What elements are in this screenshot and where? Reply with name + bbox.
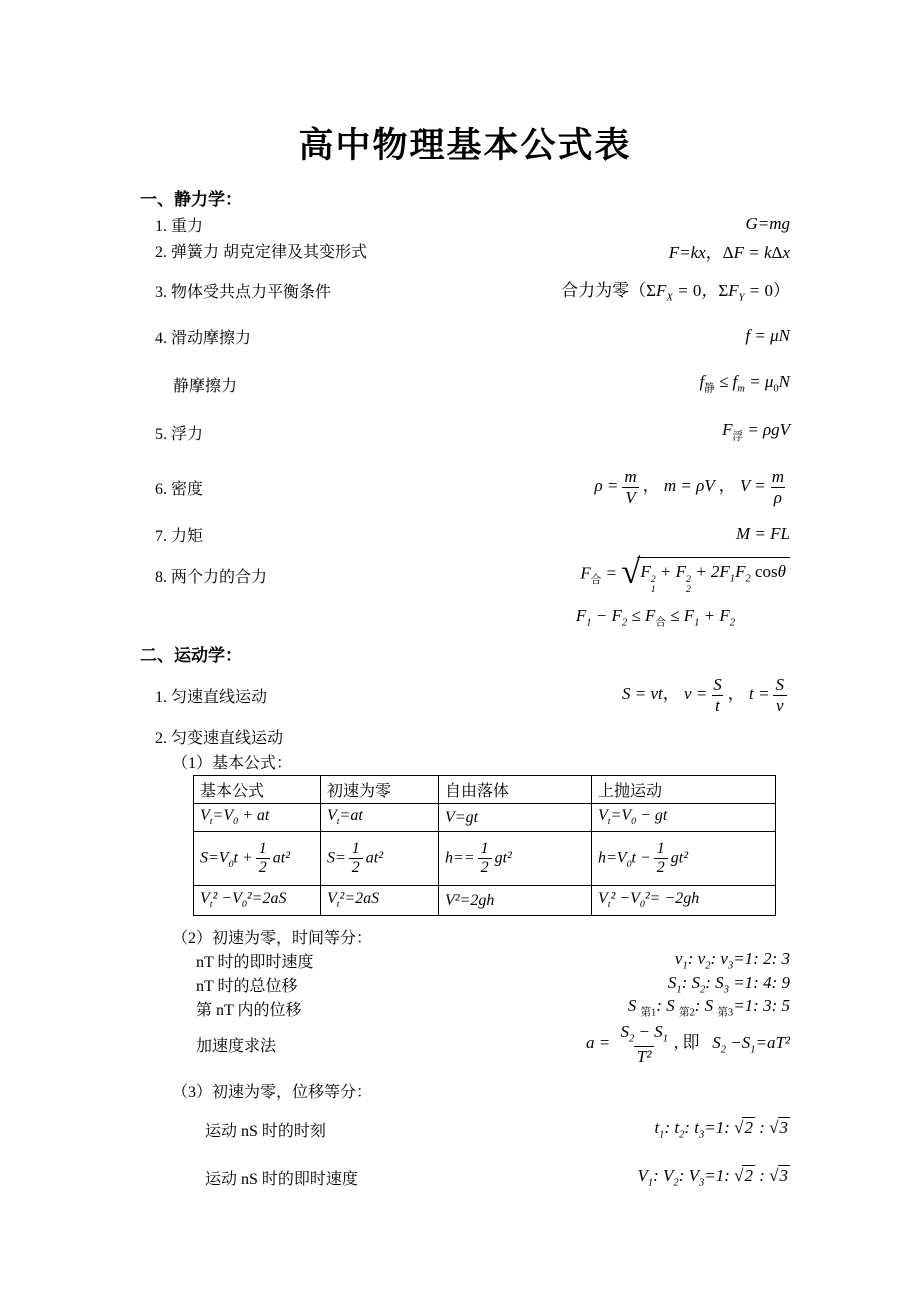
row-label: 4. 滑动摩擦力 [155, 329, 252, 347]
row-resultant-range [140, 605, 790, 631]
row-formula: $V_1$: $V_2$: $V_3=1$: √2 : √3 [637, 1165, 788, 1189]
row-ns-velocity [140, 1160, 790, 1194]
row-acceleration-method [140, 1022, 790, 1066]
row-formula: a = $\frac{S_2 - S_1}{\text{T²}}$ , 即 $S_2 -S_1=aT^2$ [585, 1022, 790, 1066]
row-label: nT 时的总位移 [196, 977, 298, 995]
row-dist-section-label [140, 1078, 790, 1102]
table-cell: $V_t=at$ [321, 804, 439, 832]
table-header-cell: 基本公式 [194, 776, 321, 804]
row-formula: $F_合$ = √ F 2 1 + F 2 2 + $2F_1F_2$ cosθ [580, 554, 790, 595]
row-label: （2）初速为零，时间等分： [172, 929, 373, 947]
row-time-section-label [140, 924, 790, 948]
row-label: 3. 物体受共点力平衡条件 [155, 283, 332, 301]
row-formula: S = vt， v = $\frac{S}{t}$ ， t = $\frac{S}{v}$ [622, 675, 790, 715]
table-row [194, 804, 776, 832]
row-formula: S $_{第1}$: S $_{第2}$: S $_{第3}$=1: 3: 5 [627, 996, 790, 1019]
row-formula: f = μN [745, 326, 790, 345]
row-equilibrium [140, 275, 790, 305]
row-formula: ρ = $\frac{m}{V}$ ， m = ρV ， V = $\frac{m}{\rho}$ [594, 466, 784, 507]
row-formula: $F_1 - F_2 \le F_合 \le F_1 + F_2$ [575, 606, 735, 629]
row-label: 1. 重力 [155, 217, 204, 235]
table-header-cell: 上抛运动 [592, 776, 776, 804]
table-cell: $S=V_0t$ + $\frac{1}{2}$ at² [194, 832, 321, 886]
row-formula: $f_静 \le f_m = \mu_0N$ [699, 372, 790, 395]
row-label: 2. 弹簧力 胡克定律及其变形式 [155, 243, 368, 261]
row-torque [140, 521, 790, 547]
row-instant-velocity [140, 948, 790, 972]
row-formula: $t_1$: $t_2$: $t_3=1$: √2 : √3 [654, 1117, 788, 1141]
row-label: （1）基本公式： [172, 754, 293, 772]
row-formula: $S_1$: $S_2$: $S_3 =1$: 4: 9 [667, 972, 790, 996]
table-cell: $V_t=V_0$ − gt [592, 804, 776, 832]
row-formula: F=kx，ΔF = kΔx [668, 242, 790, 262]
table-row [194, 832, 776, 886]
row-label: 6. 密度 [155, 480, 204, 498]
row-formula: M = FL [736, 524, 790, 543]
kinematics-table [193, 775, 776, 916]
row-formula: 合力为零（$\Sigma F_X = 0$，$\Sigma F_Y = 0$） [561, 281, 790, 304]
table-cell: S= $\frac{1}{2}$ at² [321, 832, 439, 886]
row-formula: G=mg [745, 214, 790, 233]
row-label: 运动 nS 时的时刻 [205, 1122, 326, 1140]
table-cell: $V_t=V_0$ + at [194, 804, 321, 832]
row-label: 静摩擦力 [173, 377, 238, 395]
row-buoyancy [140, 417, 790, 447]
row-formula: $v_1$: $v_2$: $v_3=1$: 2: 3 [674, 948, 790, 972]
table-header-cell: 初速为零 [321, 776, 439, 804]
row-basic-formula-label [140, 749, 790, 773]
row-label: 2. 匀变速直线运动 [155, 729, 284, 747]
row-label: nT 时的即时速度 [196, 953, 314, 971]
section-heading-kinematics: 二、运动学： [140, 646, 242, 665]
table-cell: $V_t^2 -V_0^2=2aS$ [194, 886, 321, 916]
table-cell: $V_t^2=2aS$ [321, 886, 439, 916]
row-spring-force [140, 237, 790, 263]
table-cell: V²=2gh [439, 886, 592, 916]
row-density [140, 461, 790, 513]
table-cell: h== $\frac{1}{2}$ gt² [439, 832, 592, 886]
table-cell: $h=V_0t$ − $\frac{1}{2}$ gt² [592, 832, 776, 886]
row-sliding-friction [140, 321, 790, 351]
row-label: 5. 浮力 [155, 425, 204, 443]
table-header-cell: 自由落体 [439, 776, 592, 804]
row-resultant-force [140, 553, 790, 597]
row-gravity [140, 211, 790, 237]
row-label: 8. 两个力的合力 [155, 568, 268, 586]
table-header-row [194, 776, 776, 804]
row-formula: $F_浮 = \rho gV$ [722, 420, 790, 443]
row-total-displacement [140, 972, 790, 996]
row-label: 加速度求法 [196, 1037, 277, 1055]
table-row [194, 886, 776, 916]
row-accelerated-motion [140, 723, 790, 749]
row-label: 运动 nS 时的即时速度 [205, 1170, 358, 1188]
row-label: 第 nT 内的位移 [196, 1001, 302, 1019]
row-static-friction [140, 369, 790, 399]
table-cell: $V_t^2 -V_0^2= -2gh$ [592, 886, 776, 916]
row-ns-time [140, 1112, 790, 1146]
row-uniform-motion [140, 669, 790, 721]
row-label: 1. 匀速直线运动 [155, 688, 268, 706]
row-label: （3）初速为零，位移等分： [172, 1083, 373, 1101]
section-heading-statics: 一、静力学： [140, 190, 242, 209]
table-cell: V=gt [439, 804, 592, 832]
page-title: 高中物理基本公式表 [298, 125, 632, 166]
row-label: 7. 力矩 [155, 527, 204, 545]
row-nth-displacement [140, 996, 790, 1020]
